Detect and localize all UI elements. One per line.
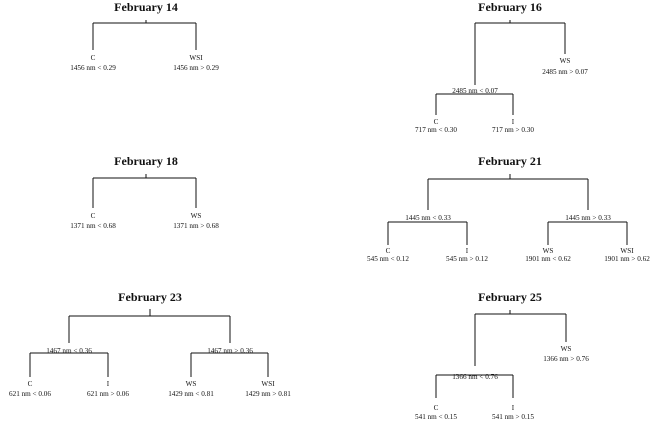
tree-title: February 16 [478, 0, 542, 14]
tree-february-23 [9, 290, 291, 398]
tree-february-25 [415, 290, 589, 421]
tree-edges [388, 174, 627, 245]
split-rule: 545 nm < 0.12 [367, 255, 409, 263]
tree-edges [93, 20, 196, 50]
leaf-class-label: WS [185, 380, 197, 388]
tree-february-14 [70, 0, 219, 72]
split-rule: 1366 nm > 0.76 [543, 355, 589, 363]
tree-february-18 [70, 154, 219, 230]
leaf-class-label: I [465, 247, 469, 255]
leaf-class-label: C [27, 380, 33, 388]
split-rule: 621 nm < 0.06 [9, 390, 51, 398]
split-rule: 1445 nm < 0.33 [405, 214, 451, 222]
split-rule: 1445 nm > 0.33 [565, 214, 611, 222]
tree-edges [436, 310, 566, 398]
tree-title: February 21 [478, 154, 542, 168]
split-rule: 1467 nm < 0.36 [46, 347, 92, 355]
leaf-class-label: C [385, 247, 391, 255]
split-rule: 1371 nm > 0.68 [173, 222, 219, 230]
leaf-class-label: WSI [261, 380, 275, 388]
leaf-class-label: WS [559, 57, 571, 65]
tree-edges [30, 309, 268, 377]
split-rule: 541 nm < 0.15 [415, 413, 457, 421]
leaf-class-label: I [106, 380, 110, 388]
leaf-class-label: C [90, 212, 96, 220]
split-rule: 1901 nm > 0.62 [604, 255, 650, 263]
split-rule: 1901 nm < 0.62 [525, 255, 571, 263]
leaf-class-label: C [90, 54, 96, 62]
tree-edges [93, 174, 196, 208]
split-rule: 2485 nm > 0.07 [542, 68, 588, 76]
split-rule: 2485 nm < 0.07 [452, 87, 498, 95]
tree-february-16 [415, 0, 588, 134]
tree-title: February 25 [478, 290, 542, 304]
split-rule: 1467 nm > 0.36 [207, 347, 253, 355]
split-rule: 717 nm > 0.30 [492, 126, 534, 134]
split-rule: 717 nm < 0.30 [415, 126, 457, 134]
leaf-class-label: C [433, 404, 439, 412]
tree-title: February 23 [118, 290, 182, 304]
split-rule: 1429 nm > 0.81 [245, 390, 291, 398]
split-rule: 541 nm > 0.15 [492, 413, 534, 421]
leaf-class-label: I [511, 118, 515, 126]
tree-title: February 14 [114, 0, 178, 14]
split-rule: 1371 nm < 0.68 [70, 222, 116, 230]
tree-february-21 [367, 154, 650, 263]
split-rule: 1456 nm < 0.29 [70, 64, 116, 72]
leaf-class-label: WSI [620, 247, 634, 255]
leaf-class-label: WSI [189, 54, 203, 62]
split-rule: 1366 nm < 0.76 [452, 373, 498, 381]
split-rule: 1429 nm < 0.81 [168, 390, 214, 398]
leaf-class-label: C [433, 118, 439, 126]
leaf-class-label: I [511, 404, 515, 412]
leaf-class-label: WS [190, 212, 202, 220]
tree-title: February 18 [114, 154, 178, 168]
split-rule: 621 nm > 0.06 [87, 390, 129, 398]
split-rule: 545 nm > 0.12 [446, 255, 488, 263]
split-rule: 1456 nm > 0.29 [173, 64, 219, 72]
leaf-class-label: WS [560, 345, 572, 353]
leaf-class-label: WS [542, 247, 554, 255]
